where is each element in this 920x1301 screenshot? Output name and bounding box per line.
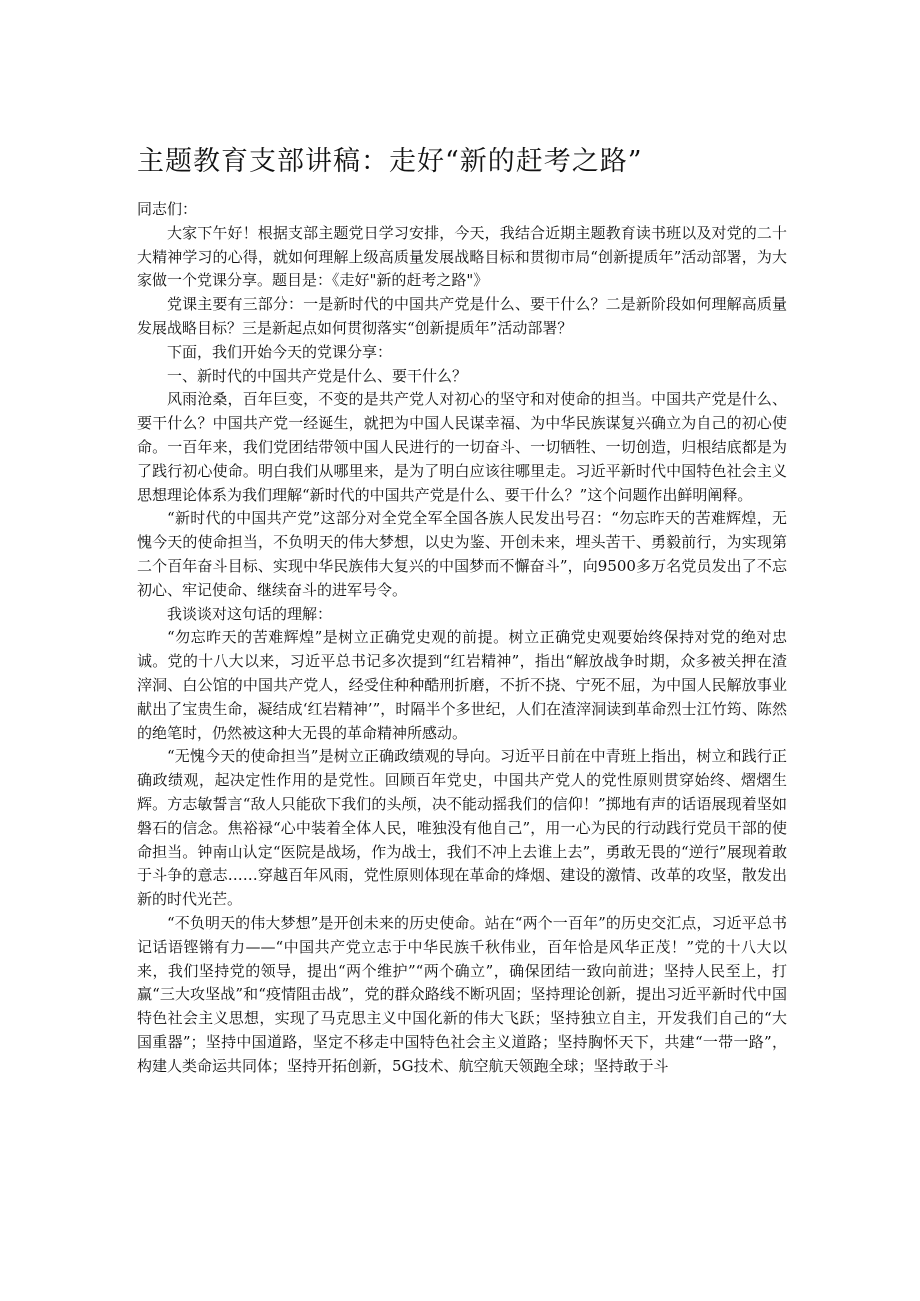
paragraph-future-mission: “不负明天的伟大梦想”是开创未来的历史使命。站在“两个一百年”的历史交汇点，习近平总书记话语铿锵有力——“中国共产党立志于中华民族千秋伟业，百年恰是风华正茂！”党的十八大以来，我们坚持党的领导，提出“两个维护”“两个确立”，确保团结一致向前进；坚持人民至上，打赢“三大攻坚战”和“疫情阻击战”，党的群众路线不断巩固；坚持理论创新，提出习近平新时代中国特色社会主义思想，实现了马克思主义中国化新的伟大飞跃；坚持独立自主，开发我们自己的“大国重器”；坚持中国道路，坚定不移走中国特色社会主义道路；坚持胸怀天下，共建“一带一路”，构建人类命运共同体；坚持开拓创新，5G技术、航空航天领跑全球；坚持敢于斗 (137, 913, 787, 1075)
paragraph-call: “新时代的中国共产党”这部分对全党全军全国各族人民发出号召：“勿忘昨天的苦难辉煌，无愧今天的使命担当，不负明天的伟大梦想，以史为鉴、开创未来，埋头苦干、勇毅前行，为实现第二个百年奋斗目标、实现中华民族伟大复兴的中国梦而不懈奋斗”，向9500多万名党员发出了不忘初心、牢记使命、继续奋斗的进军号令。 (137, 509, 787, 599)
document-title: 主题教育支部讲稿：走好“新的赶考之路” (137, 146, 643, 177)
paragraph-mission: 风雨沧桑，百年巨变，不变的是共产党人对初心的坚守和对使命的担当。中国共产党是什么、要干什么？中国共产党一经诞生，就把为中国人民谋幸福、为中华民族谋复兴确立为自己的初心使命。一百年来，我们党团结带领中国人民进行的一切奋斗、一切牺牲、一切创造，归根结底都是为了践行初心使命。明白我们从哪里来，是为了明白应该往哪里走。习近平新时代中国特色社会主义思想理论体系为我们理解“新时代的中国共产党是什么、要干什么？”这个问题作出鲜明阐释。 (137, 390, 787, 504)
paragraph-achievement-view: “无愧今天的使命担当”是树立正确政绩观的导向。习近平日前在中青班上指出，树立和践行正确政绩观，起决定性作用的是党性。回顾百年党史，中国共产党人的党性原则贯穿始终、熠熠生辉。方志敏誓言“敌人只能砍下我们的头颅，决不能动摇我们的信仰！”掷地有声的话语展现着坚如磐石的信念。焦裕禄“心中装着全体人民，唯独没有他自己”，用一心为民的行动践行党员干部的使命担当。钟南山认定“医院是战场，作为战士，我们不冲上去谁上去”，勇敢无畏的“逆行”展现着敢于斗争的意志……穿越百年风雨，党性原则体现在革命的烽烟、建设的激情、改革的攻坚，散发出新的时代光芒。 (137, 747, 787, 909)
paragraph-understanding: 我谈谈对这句话的理解： (167, 604, 333, 623)
paragraph-transition: 下面，我们开始今天的党课分享： (167, 342, 393, 361)
document-body (137, 198, 787, 1078)
paragraph-history-view: “勿忘昨天的苦难辉煌”是树立正确党史观的前提。树立正确党史观要始终保持对党的绝对忠诚。党的十八大以来，习近平总书记多次提到“红岩精神”，指出“解放战争时期，众多被关押在渣滓洞、白公馆的中国共产党人，经受住种种酷刑折磨，不折不挠、宁死不屈，为中国人民解放事业献出了宝贵生命，凝结成‘红岩精神’”，时隔半个多世纪，人们在渣滓洞读到革命烈士江竹筠、陈然的绝笔时，仍然被这种大无畏的革命精神所感动。 (137, 628, 787, 742)
paragraph-outline: 党课主要有三部分：一是新时代的中国共产党是什么、要干什么？二是新阶段如何理解高质量发展战略目标？三是新起点如何贯彻落实“创新提质年”活动部署？ (137, 295, 787, 337)
paragraph-greeting: 大家下午好！根据支部主题党日学习安排，今天，我结合近期主题教育读书班以及对党的二十大精神学习的心得，就如何理解上级高质量发展战略目标和贯彻市局“创新提质年”活动部署，为大家做一个党课分享。题目是：《走好"新的赶考之路"》 (137, 223, 787, 290)
salutation: 同志们： (137, 200, 198, 218)
section-heading-1: 一、新时代的中国共产党是什么、要干什么？ (167, 366, 468, 385)
